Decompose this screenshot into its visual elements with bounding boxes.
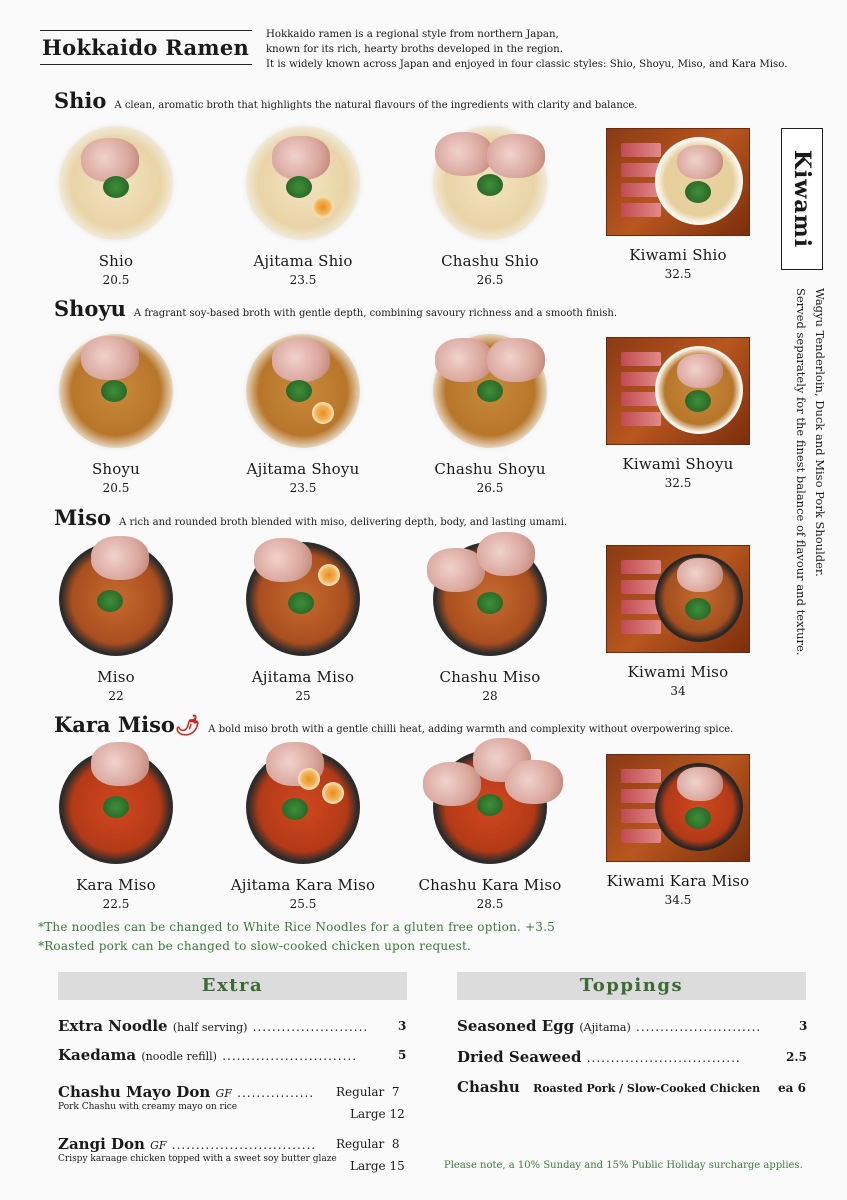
leader-dots: ................................: [586, 1051, 741, 1065]
section-title-shio: [54, 88, 637, 113]
topping-sub: Roasted Pork / Slow-Cooked Chicken: [533, 1082, 761, 1095]
extra-price: 3: [398, 1019, 407, 1033]
intro-line: Hokkaido ramen is a regional style from northern Japan,: [266, 29, 559, 40]
menu-item[interactable]: [26, 334, 206, 495]
item-name: Ajitama Kara Miso: [230, 876, 376, 894]
ramen-image: [59, 750, 173, 864]
topping-name: Dried Seaweed: [457, 1048, 582, 1066]
extra-row: [58, 1046, 357, 1064]
menu-item[interactable]: [213, 334, 393, 495]
item-name: Ajitama Miso: [251, 668, 355, 686]
topping-price: 3: [799, 1019, 808, 1033]
item-price: 34: [670, 684, 686, 698]
menu-item[interactable]: [26, 750, 206, 911]
intro-text: [266, 27, 787, 72]
item-name: Chashu Shoyu: [434, 460, 546, 478]
gluten-free-badge: GF: [150, 1139, 167, 1152]
leader-dots: ..............................: [171, 1138, 317, 1152]
item-price: 23.5: [289, 481, 317, 495]
extra-size-price: [336, 1137, 400, 1151]
ramen-image: [433, 334, 547, 448]
size-price: 15: [389, 1159, 405, 1173]
ramen-image: [433, 126, 547, 240]
menu-item[interactable]: [400, 750, 580, 911]
topping-row: [457, 1078, 760, 1096]
leader-dots: ................: [237, 1086, 315, 1100]
item-name: Kara Miso: [76, 876, 156, 894]
ramen-image: [246, 542, 360, 656]
extra-desc: Crispy karaage chicken topped with a sweet soy butter glaze: [58, 1154, 337, 1164]
extra-name: Zangi Don: [58, 1135, 145, 1153]
item-name: Kiwami Miso: [627, 663, 729, 681]
kiwami-desc-line: Served separately for the finest balance of flavour and texture.: [794, 288, 808, 656]
intro-line: known for its rich, hearty broths developed in the region.: [266, 44, 563, 55]
extra-size-price: [350, 1107, 405, 1121]
extra-size-price: [350, 1159, 405, 1173]
extra-row: [58, 1135, 316, 1153]
section-desc: A rich and rounded broth blended with miso, delivering depth, body, and lasting umami.: [119, 517, 568, 528]
menu-item[interactable]: [26, 126, 206, 287]
extra-price: 5: [398, 1048, 407, 1062]
section-title-miso: [54, 505, 567, 530]
extra-heading: Extra: [58, 972, 407, 1000]
item-name: Shio: [98, 252, 134, 270]
ramen-image: [606, 337, 750, 445]
item-name: Chashu Miso: [439, 668, 541, 686]
chilli-icon: 🌶: [174, 713, 201, 737]
ramen-image: [246, 750, 360, 864]
size-label: Regular: [336, 1085, 385, 1099]
ramen-image: [606, 128, 750, 236]
item-name: Kiwami Kara Miso: [606, 872, 750, 890]
ramen-image: [606, 754, 750, 862]
size-price: 12: [389, 1107, 405, 1121]
menu-item[interactable]: [26, 542, 206, 703]
item-name: Kiwami Shoyu: [622, 455, 734, 473]
surcharge-note: Please note, a 10% Sunday and 15% Public Holiday surcharge applies.: [444, 1160, 803, 1171]
section-desc: A bold miso broth with a gentle chilli heat, adding warmth and complexity without overpowering spice.: [208, 724, 734, 735]
item-name: Shoyu: [91, 460, 141, 478]
item-name: Ajitama Shio: [253, 252, 353, 270]
item-price: 34.5: [664, 893, 692, 907]
menu-item[interactable]: [213, 542, 393, 703]
item-price: 20.5: [102, 273, 130, 287]
menu-item[interactable]: [400, 334, 580, 495]
item-price: 28: [482, 689, 498, 703]
extra-size-price: [336, 1085, 400, 1099]
topping-price: ea 6: [778, 1081, 806, 1095]
ramen-image: [606, 545, 750, 653]
kiwami-label-box: [781, 128, 823, 270]
section-name: Shoyu: [54, 296, 126, 321]
item-price: 20.5: [102, 481, 130, 495]
menu-item[interactable]: [213, 126, 393, 287]
kiwami-description: [787, 288, 829, 748]
extra-row: [58, 1017, 368, 1035]
item-price: 32.5: [664, 267, 692, 281]
topping-row: [457, 1048, 741, 1066]
menu-item[interactable]: [588, 545, 768, 698]
ramen-image: [433, 750, 547, 864]
section-desc: A fragrant soy-based broth with gentle depth, combining savoury richness and a smooth finish.: [133, 308, 618, 319]
extra-sub: (noodle refill): [141, 1050, 217, 1063]
menu-item[interactable]: [400, 542, 580, 703]
section-desc: A clean, aromatic broth that highlights the natural flavours of the ingredients with clarity and balance.: [114, 100, 638, 111]
item-price: 23.5: [289, 273, 317, 287]
section-name: Kara Miso: [54, 712, 175, 737]
menu-item[interactable]: [400, 126, 580, 287]
item-price: 25: [295, 689, 311, 703]
extra-desc: Pork Chashu with creamy mayo on rice: [58, 1102, 238, 1112]
leader-dots: ............................: [222, 1049, 358, 1063]
topping-name: Seasoned Egg: [457, 1017, 575, 1035]
item-name: Miso: [97, 668, 135, 686]
extra-name: Extra Noodle: [58, 1017, 168, 1035]
section-name: Shio: [54, 88, 107, 113]
topping-row: [457, 1017, 761, 1035]
menu-item[interactable]: [588, 128, 768, 281]
extra-name: Kaedama: [58, 1046, 137, 1064]
item-name: Chashu Shio: [441, 252, 539, 270]
size-label: Large: [350, 1107, 386, 1121]
topping-price: 2.5: [786, 1050, 807, 1064]
menu-item[interactable]: [588, 337, 768, 490]
toppings-heading: Toppings: [457, 972, 806, 1000]
item-name: Ajitama Shoyu: [246, 460, 360, 478]
item-name: Chashu Kara Miso: [418, 876, 562, 894]
item-price: 25.5: [289, 897, 317, 911]
extra-sub: (half serving): [172, 1021, 248, 1034]
item-price: 26.5: [476, 481, 504, 495]
menu-item[interactable]: [588, 754, 768, 907]
item-price: 28.5: [476, 897, 504, 911]
topping-name: Chashu: [457, 1078, 520, 1096]
ramen-image: [433, 542, 547, 656]
kiwami-desc-line: Wagyu Tenderloin, Duck and Miso Pork Shoulder.: [813, 288, 827, 577]
ramen-image: [246, 126, 360, 240]
page-title: Hokkaido Ramen: [40, 30, 252, 65]
menu-item[interactable]: [213, 750, 393, 911]
item-price: 22.5: [102, 897, 130, 911]
leader-dots: ..........................: [636, 1020, 762, 1034]
item-price: 26.5: [476, 273, 504, 287]
intro-line: It is widely known across Japan and enjoyed in four classic styles: Shio, Shoyu, Miso, and Kara Miso.: [266, 59, 788, 70]
size-label: Regular: [336, 1137, 385, 1151]
item-price: 32.5: [664, 476, 692, 490]
extra-name: Chashu Mayo Don: [58, 1083, 211, 1101]
section-title-kara-miso: [54, 712, 733, 737]
chicken-note: *Roasted pork can be changed to slow-cooked chicken upon request.: [38, 939, 472, 953]
ramen-image: [59, 542, 173, 656]
item-name: Kiwami Shio: [629, 246, 727, 264]
kiwami-label: Kiwami: [789, 149, 815, 249]
size-price: 8: [391, 1137, 400, 1151]
size-price: 7: [391, 1085, 400, 1099]
ramen-image: [59, 126, 173, 240]
extra-row: [58, 1083, 314, 1101]
size-label: Large: [350, 1159, 386, 1173]
topping-sub: (Ajitama): [579, 1021, 631, 1034]
leader-dots: ........................: [252, 1020, 369, 1034]
ramen-image: [59, 334, 173, 448]
gluten-free-note: *The noodles can be changed to White Rice Noodles for a gluten free option. +3.5: [38, 920, 555, 934]
item-price: 22: [108, 689, 124, 703]
section-name: Miso: [54, 505, 112, 530]
ramen-image: [246, 334, 360, 448]
gluten-free-badge: GF: [215, 1087, 232, 1100]
section-title-shoyu: [54, 296, 617, 321]
